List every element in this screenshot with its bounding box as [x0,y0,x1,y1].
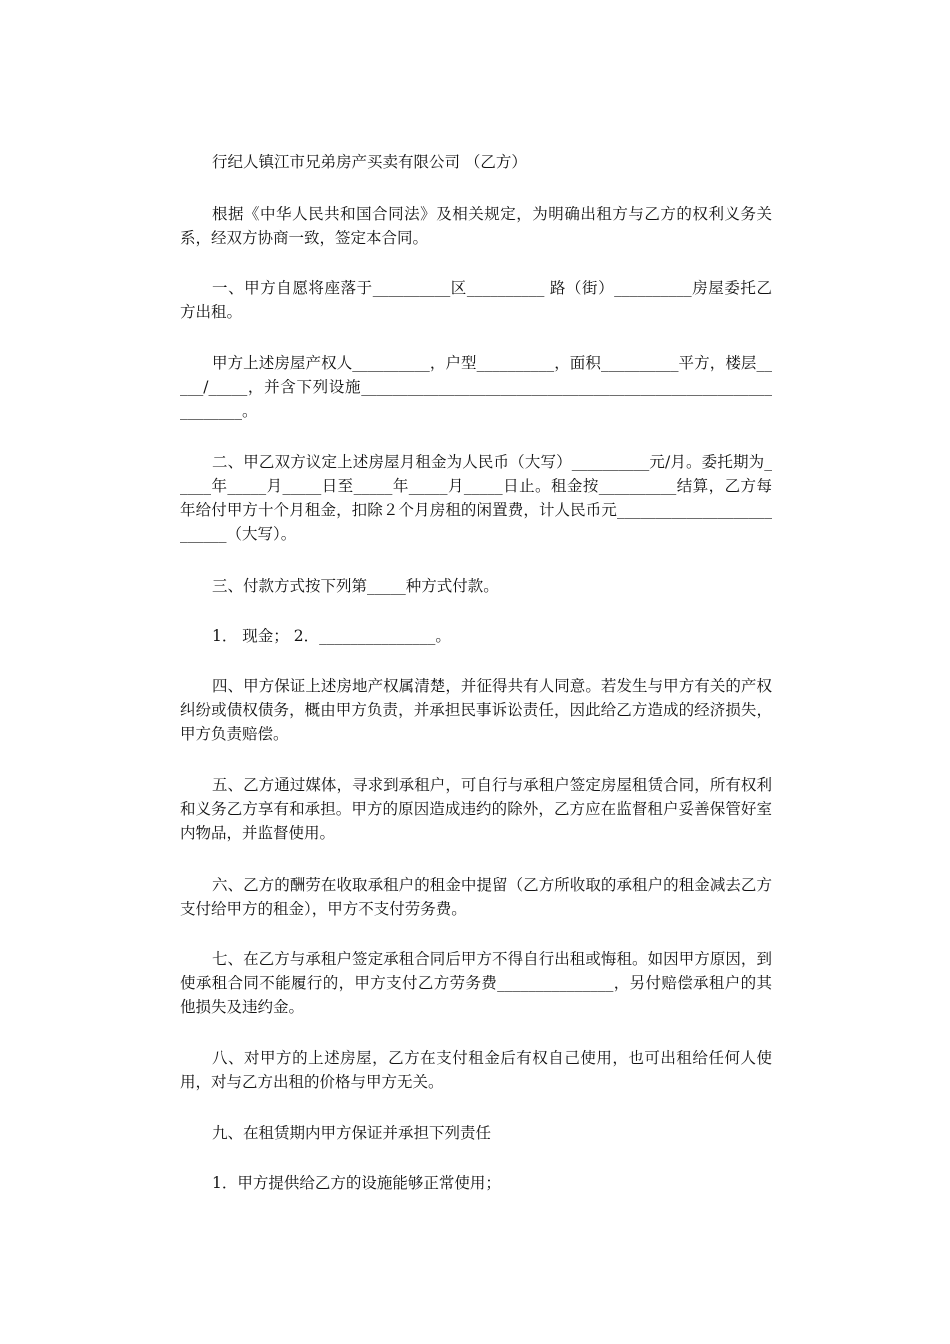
clause-9-paragraph: 九、在租赁期内甲方保证并承担下列责任 [212,1124,492,1142]
clause-4-paragraph: 四、甲方保证上述房地产权属清楚，并征得共有人同意。若发生与甲方有关的产权纠纷或债权债务，概由甲方负责，并承担民事诉讼责任，因此给乙方造成的经济损失，甲方负责赔偿。 [180,677,772,743]
property-details-paragraph: 甲方上述房屋产权人__________，户型__________，面积__________平方，楼层_____/_____，并含下列设施_____________________________________________________________。 [180,354,772,420]
clause-3-paragraph: 三、付款方式按下列第_____种方式付款。 [212,577,499,595]
payment-options-paragraph: 1． 现金； 2．_______________。 [212,627,451,645]
clause-2-paragraph: 二、甲乙双方议定上述房屋月租金为人民币（大写）__________元/月。委托期为_____年_____月_____日至_____年_____月_____日止。租金按__________结算，乙方每年给付甲方十个月租金，扣除２个月房租的闲置费，计人民币元__________________________（大写）。 [180,453,772,543]
party-b-line: 行纪人镇江市兄弟房产买卖有限公司 （乙方） [212,153,527,171]
preamble-paragraph: 根据《中华人民共和国合同法》及相关规定，为明确出租方与乙方的权利义务关系，经双方协商一致，签定本合同。 [180,205,772,247]
clause-7-paragraph: 七、在乙方与承租户签定承租合同后甲方不得自行出租或悔租。如因甲方原因，到使承租合同不能履行的，甲方支付乙方劳务费_______________，另付赔偿承租户的其他损失及违约金。 [180,950,772,1016]
clause-8-paragraph: 八、对甲方的上述房屋，乙方在支付租金后有权自己使用，也可出租给任何人使用，对与乙方出租的价格与甲方无关。 [180,1049,772,1091]
clause-1-paragraph: 一、甲方自愿将座落于__________区__________ 路（街）__________房屋委托乙方出租。 [180,279,772,321]
clause-6-paragraph: 六、乙方的酬劳在收取承租户的租金中提留（乙方所收取的承租户的租金减去乙方支付给甲方的租金），甲方不支付劳务费。 [180,876,772,918]
clause-9-item-1-paragraph: 1．甲方提供给乙方的设施能够正常使用； [212,1174,501,1192]
clause-5-paragraph: 五、乙方通过媒体，寻求到承租户，可自行与承租户签定房屋租赁合同，所有权利和义务乙方享有和承担。甲方的原因造成违约的除外，乙方应在监督租户妥善保管好室内物品，并监督使用。 [180,776,772,842]
